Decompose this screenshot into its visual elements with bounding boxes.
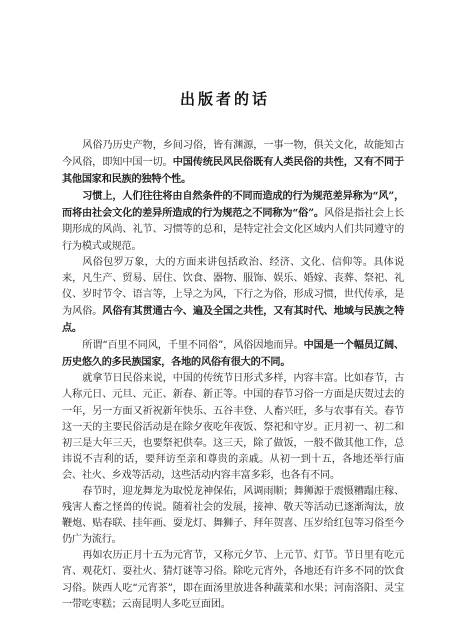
emphasis-text: 风俗有其贯通古今、遍及全国之共性，又有其时代、地域与民族之特点。 — [62, 304, 405, 335]
paragraph — [62, 548, 404, 612]
paragraph — [62, 255, 404, 337]
paragraph-text: 风俗是指社会上长期形成的风尚、礼节、习惯等的总和，是特定社会文化区域内人们共同遵守的行为模式或规范。 — [62, 208, 404, 252]
paragraph — [62, 484, 404, 548]
paragraph — [62, 337, 404, 371]
emphasis-text: 习惯上，人们往往将由自然条件的不同而造成的行为规范差异称为“风”，而将由社会文化的差异所造成的行为规范之不同称为“俗”。 — [62, 190, 404, 220]
paragraph-text: 所谓“百里不同风，千里不同俗”，风俗因地而异。 — [82, 340, 304, 352]
paragraph-text: 再如农历正月十五为元宵节，又称元夕节、上元节、灯节。节日里有吃元宵、观花灯、耍社火、猜灯谜等习俗。除吃元宵外，各地还有许多不同的饮食习俗。陕西人吃“元宵茶”，即在面汤里放进各种蔬菜和水果；河南洛阳、灵宝一带吃枣糕；云南昆明人多吃豆面团。 — [62, 550, 404, 610]
paragraph-text: 风俗包罗万象，大的方面来讲包括政治、经济、文化、信仰等。具体说来，凡生产、贸易、居住、饮食、器物、服饰、娱乐、婚嫁、丧葬、祭祀、礼仪、岁时节令、语言等，上导之为风，下行之为俗，形成习惯，世代传承，是为风俗。 — [62, 256, 404, 317]
emphasis-text: 中国是一个幅员辽阔、历史悠久的多民族国家，各地的风俗有很大的不同。 — [62, 339, 404, 369]
body-text — [62, 138, 404, 613]
paragraph-text: 风俗乃历史产物，乡间习俗，皆有渊源，一事一物，俱关文化，故能知古今风俗，即知中国一切。 — [62, 140, 404, 169]
emphasis-text: 中国传统民风民俗既有人类民俗的共性，又有不同于其他国家和民族的独特个性。 — [62, 156, 404, 186]
paragraph-text: 就拿节日民俗来说，中国的传统节日形式多样，内容丰富。比如春节，古人称元日、元旦、元正、新春、新正等。中国的春节习俗一方面是庆贺过去的一年，另一方面又祈祝新年快乐、五谷丰登、人畜兴旺，多与农事有关。春节这一天的主要民俗活动是在除夕夜吃年夜饭、祭祀和守岁。正月初一、初二和初三是大年三天，也要祭祀供奉。这三天，除了做饭，一般不做其他工作，总讳说不吉利的话，要拜访至亲和尊贵的亲戚。从初一到十五，各地还举行庙会、社火、乡戏等活动，这些活动内容丰富多彩，也各有不同。 — [62, 373, 404, 481]
paragraph-text: 春节时，迎龙舞龙为取悦龙神保佑，风调雨顺；舞狮源于震慑糟蹋庄稼、残害人畜之怪兽的传说。随着社会的发展，接神、敬天等活动已逐渐淘汰，放鞭炮、贴春联、挂年画、耍龙灯、舞狮子、拜年贺喜、压岁给红包等习俗至今仍广为流行。 — [62, 485, 404, 546]
paragraph — [62, 138, 404, 188]
paragraph — [62, 188, 404, 254]
paragraph — [62, 371, 404, 484]
page-title: 出版者的话 — [179, 90, 270, 108]
